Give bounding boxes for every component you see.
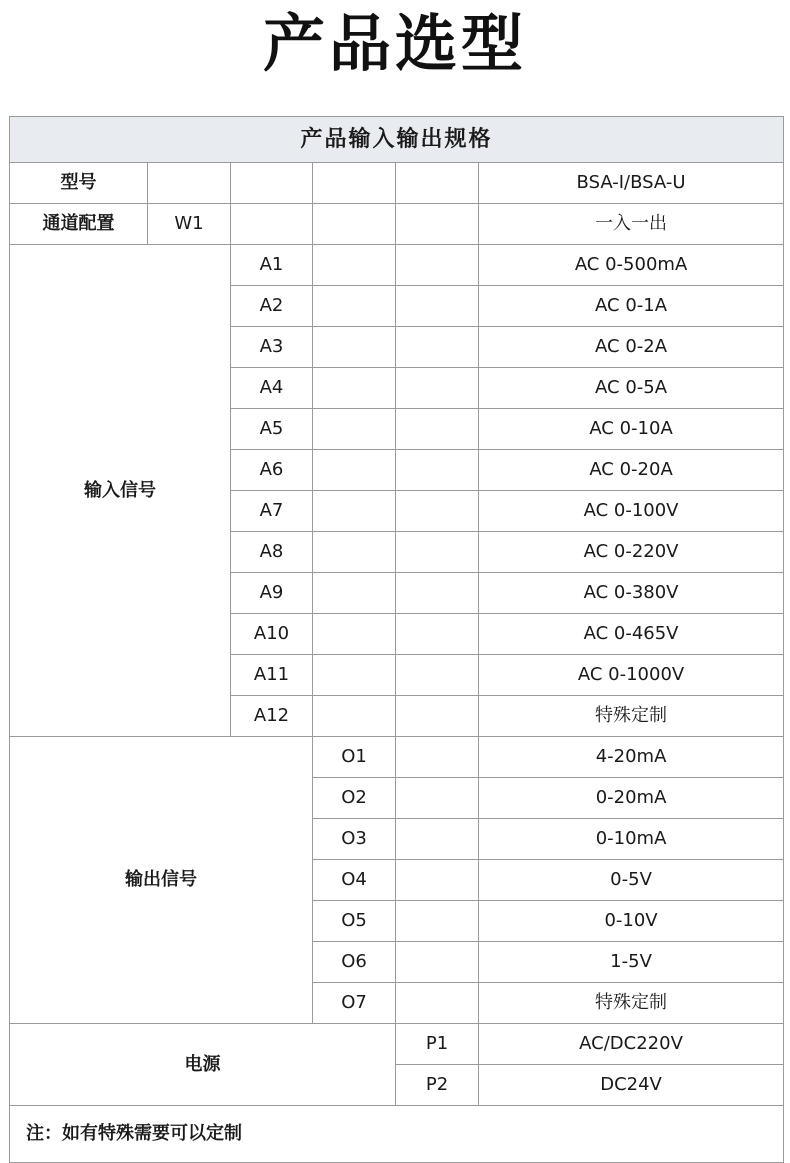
note-row	[10, 1106, 784, 1163]
input-code: A5	[231, 409, 313, 450]
product-selection-table	[9, 116, 784, 1163]
channel-value: 一入一出	[479, 204, 784, 245]
empty-cell	[396, 655, 479, 696]
model-value: BSA-I/BSA-U	[479, 163, 784, 204]
input-code: A9	[231, 573, 313, 614]
model-label: 型号	[10, 163, 148, 204]
input-code: A6	[231, 450, 313, 491]
empty-cell	[396, 778, 479, 819]
input-code: A7	[231, 491, 313, 532]
input-value: AC 0-220V	[479, 532, 784, 573]
input-signal-label: 输入信号	[10, 245, 231, 737]
input-code: A11	[231, 655, 313, 696]
empty-cell	[313, 163, 396, 204]
empty-cell	[313, 450, 396, 491]
empty-cell	[313, 532, 396, 573]
output-code: O2	[313, 778, 396, 819]
empty-cell	[396, 737, 479, 778]
empty-cell	[396, 450, 479, 491]
output-value: 1-5V	[479, 942, 784, 983]
empty-cell	[396, 286, 479, 327]
power-value: DC24V	[479, 1065, 784, 1106]
empty-cell	[396, 368, 479, 409]
empty-cell	[396, 696, 479, 737]
output-code: O3	[313, 819, 396, 860]
input-value: AC 0-10A	[479, 409, 784, 450]
empty-cell	[313, 655, 396, 696]
empty-cell	[396, 409, 479, 450]
empty-cell	[313, 245, 396, 286]
output-code: O1	[313, 737, 396, 778]
input-code: A1	[231, 245, 313, 286]
input-value: AC 0-5A	[479, 368, 784, 409]
power-label: 电源	[10, 1024, 396, 1106]
empty-cell	[313, 204, 396, 245]
channel-code: W1	[148, 204, 231, 245]
input-value: AC 0-465V	[479, 614, 784, 655]
output-value: 0-5V	[479, 860, 784, 901]
input-value: AC 0-500mA	[479, 245, 784, 286]
empty-cell	[396, 819, 479, 860]
model-row	[10, 163, 784, 204]
power-row	[10, 1024, 784, 1065]
empty-cell	[313, 614, 396, 655]
empty-cell	[313, 327, 396, 368]
empty-cell	[231, 163, 313, 204]
input-code: A10	[231, 614, 313, 655]
empty-cell	[396, 491, 479, 532]
input-value: AC 0-1000V	[479, 655, 784, 696]
table-header: 产品输入输出规格	[10, 117, 784, 163]
output-row	[10, 737, 784, 778]
empty-cell	[396, 245, 479, 286]
output-value: 0-10mA	[479, 819, 784, 860]
empty-cell	[396, 614, 479, 655]
empty-cell	[313, 573, 396, 614]
power-code: P1	[396, 1024, 479, 1065]
empty-cell	[313, 286, 396, 327]
output-code: O4	[313, 860, 396, 901]
input-code: A2	[231, 286, 313, 327]
input-value: AC 0-1A	[479, 286, 784, 327]
output-signal-label: 输出信号	[10, 737, 313, 1024]
empty-cell	[396, 327, 479, 368]
power-code: P2	[396, 1065, 479, 1106]
empty-cell	[313, 409, 396, 450]
output-code: O7	[313, 983, 396, 1024]
output-value: 0-10V	[479, 901, 784, 942]
input-row	[10, 245, 784, 286]
empty-cell	[396, 573, 479, 614]
empty-cell	[396, 983, 479, 1024]
page-title: 产品选型	[262, 7, 527, 80]
empty-cell	[396, 163, 479, 204]
input-value: AC 0-380V	[479, 573, 784, 614]
channel-row	[10, 204, 784, 245]
empty-cell	[231, 204, 313, 245]
empty-cell	[396, 532, 479, 573]
input-code: A8	[231, 532, 313, 573]
empty-cell	[396, 942, 479, 983]
output-value: 0-20mA	[479, 778, 784, 819]
empty-cell	[396, 204, 479, 245]
empty-cell	[313, 368, 396, 409]
empty-cell	[313, 696, 396, 737]
output-value: 特殊定制	[479, 983, 784, 1024]
output-code: O6	[313, 942, 396, 983]
input-code: A12	[231, 696, 313, 737]
empty-cell	[396, 901, 479, 942]
input-code: A4	[231, 368, 313, 409]
output-code: O5	[313, 901, 396, 942]
empty-cell	[313, 491, 396, 532]
customization-note: 注：如有特殊需要可以定制	[10, 1106, 784, 1163]
output-value: 4-20mA	[479, 737, 784, 778]
input-value: 特殊定制	[479, 696, 784, 737]
empty-cell	[148, 163, 231, 204]
power-value: AC/DC220V	[479, 1024, 784, 1065]
input-value: AC 0-20A	[479, 450, 784, 491]
input-value: AC 0-100V	[479, 491, 784, 532]
input-value: AC 0-2A	[479, 327, 784, 368]
empty-cell	[396, 860, 479, 901]
input-code: A3	[231, 327, 313, 368]
channel-label: 通道配置	[10, 204, 148, 245]
